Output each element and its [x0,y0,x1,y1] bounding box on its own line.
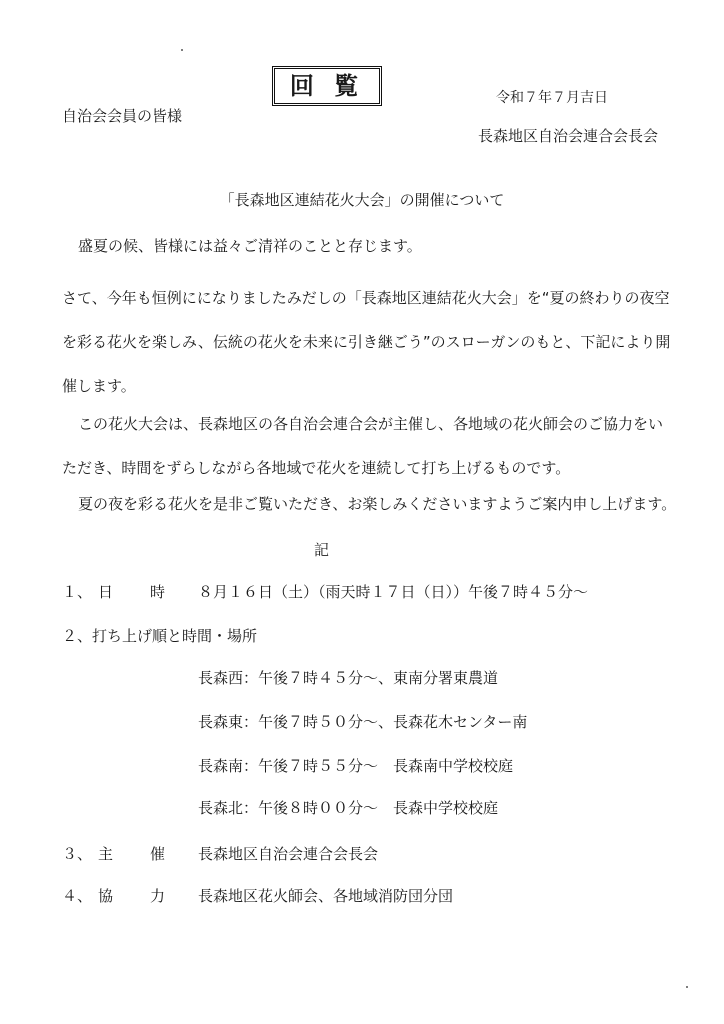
greeting-paragraph: 盛夏の候、皆様には益々ご清祥のことと存じます。 [78,237,422,255]
sender: 長森地区自治会連合会長会 [478,127,659,145]
body-paragraph: さて、今年も恒例にになりましたみだしの「長森地区連結花火大会」を“夏の終わりの夜空を彩る花火を楽しみ、伝統の花火を未来に引き継ごう”のスローガンのもと、下記により開催します。 [62,289,671,395]
item-1-label: 時 [150,583,166,601]
document-heading: 「長森地区連結花火大会」の開催について [219,191,505,209]
schedule-row: 長森西：午後７時４５分～、東南分署東農道 [198,669,499,687]
item-1-value: ８月１６日（土）（雨天時１７日（日））午後７時４５分～ [198,583,589,601]
scan-speck [181,49,183,51]
item-4-label: 協 [98,887,114,905]
recipient: 自治会会員の皆様 [62,107,183,125]
closing-paragraph: 夏の夜を彩る花火を是非ご覧いただき、お楽しみくださいますようご案内申し上げます。 [78,495,677,513]
schedule-row: 長森北：午後８時００分～ 長森中学校校庭 [198,799,499,817]
schedule-row: 長森東：午後７時５０分～、長森花木センター南 [198,713,528,731]
item-1-number: １、 [62,583,93,601]
item-4-value: 長森地区花火師会、各地域消防団分団 [198,887,454,905]
item-3-value: 長森地区自治会連合会長会 [198,845,379,863]
item-4-label: 力 [150,887,166,905]
item-3-number: ３、 [62,845,93,863]
circular-title: 回 覧 [289,72,365,100]
body-paragraph: この花火大会は、長森地区の各自治会連合会が主催し、各地域の花火師会のご協力をいただき、時間をずらしながら各地域で花火を連続して打ち上げるものです。 [62,415,664,477]
item-3-label: 催 [150,845,166,863]
ki-marker: 記 [314,541,330,559]
item-4-number: ４、 [62,887,93,905]
issue-date: 令和７年７月吉日 [496,90,608,106]
item-3-label: 主 [98,845,114,863]
scan-speck [686,986,688,988]
item-2-heading: ２、打ち上げ順と時間・場所 [62,627,258,645]
item-1-label: 日 [98,583,114,601]
schedule-row: 長森南：午後７時５５分～ 長森南中学校校庭 [198,757,514,775]
